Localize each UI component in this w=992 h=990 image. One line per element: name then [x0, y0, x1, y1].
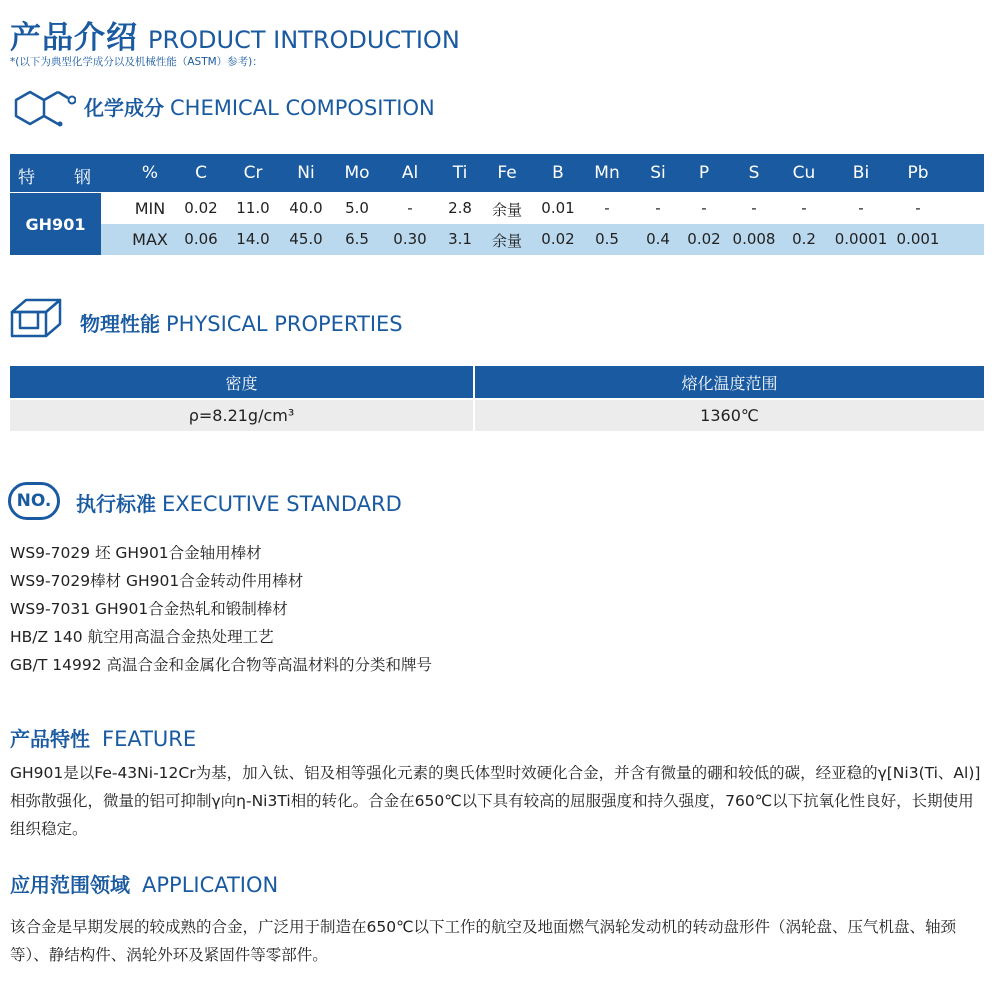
page-title-en: PRODUCT INTRODUCTION [148, 26, 460, 54]
chem-min-cell: - [858, 199, 864, 217]
chem-min-cell: 11.0 [236, 199, 270, 217]
melting-header: 熔化温度范围 [475, 366, 984, 398]
number-icon: NO. [8, 482, 60, 520]
chemical-heading [84, 92, 435, 121]
header-col1: 特 [18, 168, 35, 188]
reference-note: *(以下为典型化学成分以及机械性能（ASTM）参考)： [10, 56, 263, 68]
chem-header-cell: Cu [792, 163, 816, 183]
chem-max-cell: 0.008 [732, 230, 776, 248]
chem-header-cell: S [748, 163, 760, 183]
chem-min-cell: 余量 [491, 201, 523, 219]
chem-header-cell: Bi [852, 163, 870, 183]
chem-min-cell: - [655, 199, 661, 217]
chemical-heading-en: CHEMICAL COMPOSITION [170, 96, 435, 120]
standard-item: HB/Z 140 航空用高温合金热处理工艺 [10, 628, 274, 646]
page-title-zh: 产品介绍 [10, 20, 138, 56]
chem-min-cell: 5.0 [345, 199, 369, 217]
chem-header-cell: Mn [594, 163, 620, 183]
chem-min-cell: - [915, 199, 921, 217]
standard-item: GB/T 14992 高温合金和金属化合物等高温材料的分类和牌号 [10, 656, 432, 674]
application-heading-zh: 应用范围领域 [10, 873, 130, 897]
chem-min-cell: 0.01 [541, 199, 575, 217]
melting-value: 1360℃ [475, 400, 984, 431]
chem-header-cell: Ni [297, 163, 315, 183]
molecule-icon [8, 86, 76, 130]
chem-header-cell: C [195, 163, 207, 183]
chem-min-cell: - [751, 199, 757, 217]
chem-min-cell: 2.8 [448, 199, 472, 217]
profile-bar-icon [8, 296, 64, 340]
chem-min-cell: 0.02 [184, 199, 218, 217]
feature-heading [10, 723, 196, 752]
chem-header-cell: B [552, 163, 564, 183]
chem-max-cell: 0.02 [541, 230, 575, 248]
application-heading [10, 869, 278, 898]
chem-max-cell: 6.5 [345, 230, 369, 248]
application-heading-en: APPLICATION [142, 873, 279, 897]
chem-header-cell: Cr [243, 163, 263, 183]
physical-heading [80, 308, 403, 337]
page-title [10, 12, 460, 57]
chem-header-cell: Mo [344, 163, 370, 183]
physical-heading-en: PHYSICAL PROPERTIES [166, 312, 403, 336]
feature-heading-zh: 产品特性 [10, 727, 90, 751]
chem-max-cell: 0.2 [792, 230, 816, 248]
standard-item: WS9-7029 坯 GH901合金轴用棒材 [10, 544, 262, 562]
chem-max-cell: 余量 [491, 232, 523, 250]
density-value: ρ=8.21g/cm³ [10, 400, 473, 431]
chem-min-cell: - [801, 199, 807, 217]
standard-heading-en: EXECUTIVE STANDARD [162, 492, 402, 516]
chem-max-cell: 45.0 [289, 230, 323, 248]
header-col2: 钢 [74, 168, 91, 188]
chem-max-cell: 0.06 [184, 230, 218, 248]
standard-heading-zh: 执行标准 [76, 492, 156, 516]
chem-max-cell: MAX [132, 230, 168, 249]
standard-item: WS9-7031 GH901合金热轧和锻制棒材 [10, 600, 288, 618]
feature-heading-en: FEATURE [102, 727, 197, 751]
density-header: 密度 [10, 366, 473, 398]
chem-max-cell: 0.001 [896, 230, 940, 248]
physical-heading-zh: 物理性能 [80, 312, 160, 336]
chem-header-cell: Fe [497, 163, 517, 183]
standard-item: WS9-7029棒材 GH901合金转动件用棒材 [10, 572, 304, 590]
chem-max-cell: 14.0 [236, 230, 270, 248]
chemical-heading-zh: 化学成分 [84, 96, 164, 120]
chem-max-cell: 0.0001 [834, 230, 888, 248]
chem-min-cell: - [407, 199, 413, 217]
application-text: 该合金是早期发展的较成熟的合金，广泛用于制造在650℃以下工作的航空及地面燃气涡轮发动机的转动盘形件（涡轮盘、压气机盘、轴颈等）、静结构件、涡轮外环及紧固件等零部件。 [10, 918, 956, 964]
chem-header-cell: % [141, 163, 159, 183]
chem-max-cell: 3.1 [448, 230, 472, 248]
chem-max-cell: 0.4 [646, 230, 670, 248]
chem-min-cell: MIN [134, 199, 166, 218]
chem-header-cell: Si [650, 163, 666, 183]
chem-min-cell: - [604, 199, 610, 217]
chem-min-cell: - [701, 199, 707, 217]
chem-max-cell: 0.5 [595, 230, 619, 248]
chem-min-cell: 40.0 [289, 199, 323, 217]
chem-max-cell: 0.02 [687, 230, 721, 248]
chem-header-cell: Al [401, 163, 419, 183]
chem-header-cell: Ti [452, 163, 468, 183]
standard-heading [76, 488, 402, 517]
chem-header-cell: Pb [907, 163, 929, 183]
grade-cell: GH901 [10, 193, 101, 255]
chem-header-cell: P [698, 163, 710, 183]
chem-max-cell: 0.30 [393, 230, 427, 248]
feature-text: GH901是以Fe-43Ni-12Cr为基，加入钛、铝及相等强化元素的奥氏体型时效硬化合金，并含有微量的硼和较低的碳，经亚稳的γ[Ni3(Ti、Al)]相弥散强化，微量的铝可抑制γ向η-Ni3Ti相的转化。合金在650℃以下具有较高的屈服强度和持久强度，760℃以下抗氧化性良好，长期使用组织稳定。 [10, 764, 981, 838]
